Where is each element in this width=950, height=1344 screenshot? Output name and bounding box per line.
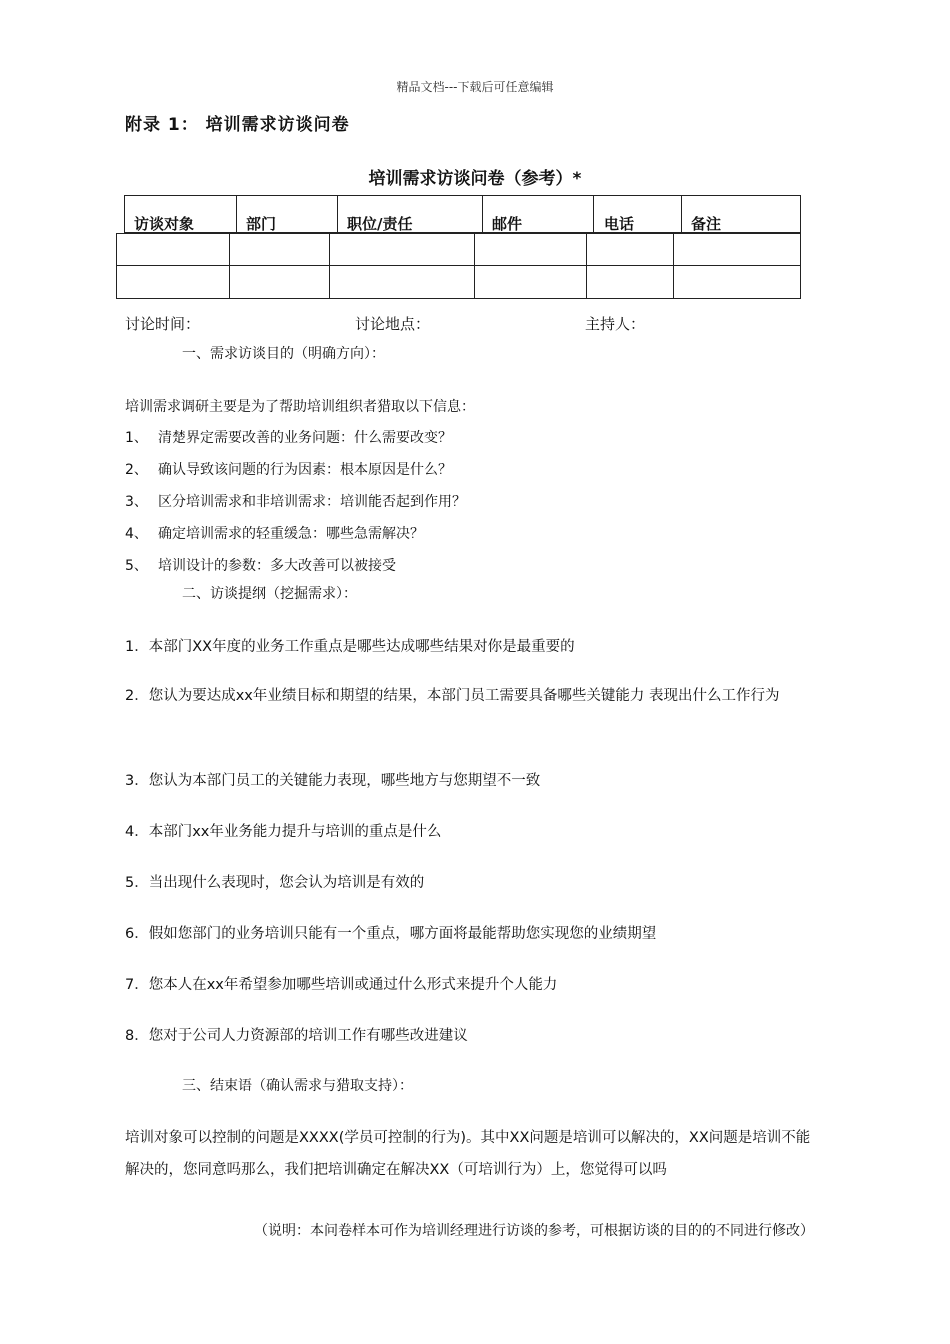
table-header-cell: 备注 xyxy=(691,215,722,233)
table-divider xyxy=(337,195,338,233)
table-row xyxy=(116,233,801,266)
table-divider xyxy=(681,195,682,233)
discussion-place-label: 讨论地点： xyxy=(355,315,431,333)
question-item: 4．本部门xx年业务能力提升与培训的重点是什么 xyxy=(125,824,442,840)
table-row xyxy=(116,266,801,299)
question-item: 5．当出现什么表现时，您会认为培训是有效的 xyxy=(125,875,425,891)
section3-heading: 三、结束语（确认需求与猎取支持）： xyxy=(182,1078,413,1094)
list-item: 确认导致该问题的行为因素：根本原因是什么？ xyxy=(158,462,452,478)
table-divider xyxy=(482,195,483,233)
table-header-cell: 访谈对象 xyxy=(134,215,195,233)
list-item: 确定培训需求的轻重缓急：哪些急需解决？ xyxy=(158,526,424,542)
question-item: 7．您本人在xx年希望参加哪些培训或通过什么形式来提升个人能力 xyxy=(125,977,558,993)
table-header-cell: 职位/责任 xyxy=(347,215,413,233)
section1-intro: 培训需求调研主要是为了帮助培训组织者猎取以下信息： xyxy=(125,399,475,415)
table-divider xyxy=(229,233,230,299)
question-item: 6．假如您部门的业务培训只能有一个重点，哪方面将最能帮助您实现您的业绩期望 xyxy=(125,926,657,942)
question-item: 8．您对于公司人力资源部的培训工作有哪些改进建议 xyxy=(125,1028,468,1044)
question-item: 3．您认为本部门员工的关键能力表现，哪些地方与您期望不一致 xyxy=(125,773,541,789)
question-item: 2．您认为要达成xx年业绩目标和期望的结果，本部门员工需要具备哪些关键能力 表现出什么工作行为 xyxy=(125,688,780,704)
question-item: 1．本部门XX年度的业务工作重点是哪些达成哪些结果对你是最重要的 xyxy=(125,639,575,655)
list-item-number: 2、 xyxy=(125,462,148,478)
list-item-number: 4、 xyxy=(125,526,148,542)
list-item: 培训设计的参数：多大改善可以被接受 xyxy=(158,558,396,574)
table-header-cell: 邮件 xyxy=(492,215,523,233)
table-divider xyxy=(586,233,587,299)
table-divider xyxy=(673,233,674,299)
list-item-number: 3、 xyxy=(125,494,148,510)
discussion-time-label: 讨论时间： xyxy=(125,315,201,333)
header-note: 精品文档---下载后可任意编辑 xyxy=(396,80,554,94)
closing-paragraph: 培训对象可以控制的问题是XXXX(学员可控制的行为)。其中XX问题是培训可以解决的，XX问题是培训不能解决的，您同意吗那么，我们把培训确定在解决XX（可培训行为）上，您觉得可以吗 xyxy=(125,1130,811,1178)
list-item: 区分培训需求和非培训需求：培训能否起到作用？ xyxy=(158,494,466,510)
section2-heading: 二、访谈提纲（挖掘需求）： xyxy=(182,586,357,602)
appendix-title: 附录 1： 培训需求访谈问卷 xyxy=(125,115,350,135)
section1-heading: 一、需求访谈目的（明确方向）： xyxy=(182,346,385,362)
host-label: 主持人： xyxy=(585,315,646,333)
table-header-cell: 电话 xyxy=(604,215,635,233)
list-item-number: 1、 xyxy=(125,430,148,446)
table-divider xyxy=(236,195,237,233)
table-divider xyxy=(329,233,330,299)
table-divider xyxy=(593,195,594,233)
table-header-cell: 部门 xyxy=(246,215,277,233)
footnote: （说明：本问卷样本可作为培训经理进行访谈的参考，可根据访谈的目的的不同进行修改） xyxy=(254,1223,814,1239)
list-item-number: 5、 xyxy=(125,558,148,574)
document-title: 培训需求访谈问卷（参考）* xyxy=(368,169,582,189)
table-divider xyxy=(474,233,475,299)
list-item: 清楚界定需要改善的业务问题：什么需要改变？ xyxy=(158,430,452,446)
